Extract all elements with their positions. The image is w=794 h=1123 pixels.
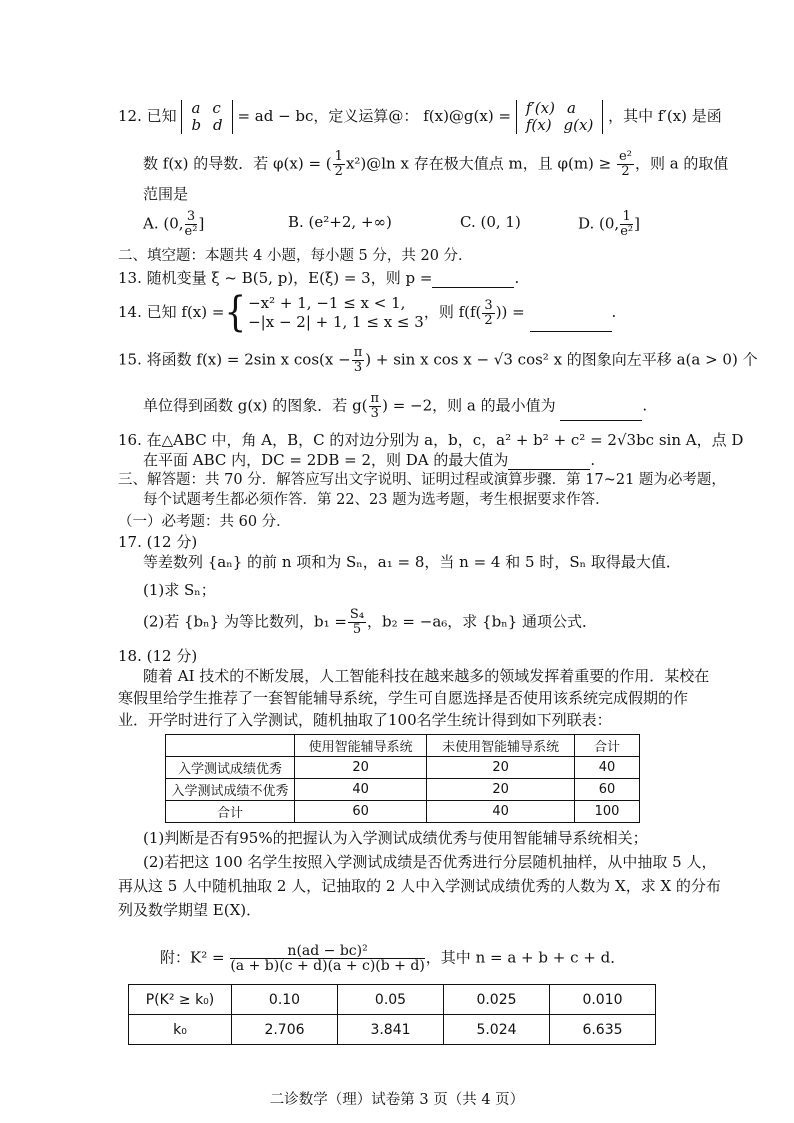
question-17-stem: 等差数列 {aₙ} 的前 n 项和为 Sₙ，a₁ = 8，当 n = 4 和 5 时，Sₙ 取得最大值． [143, 553, 681, 571]
question-18-para-3: 业．开学时进行了入学测试，随机抽取了100名学生统计得到如下列联表： [118, 711, 612, 729]
question-18-part-2-line-2: 再从这 5 人中随机抽取 2 人，记抽取的 2 人中入学测试成绩优秀的人数为 X，求 X 的分布 [118, 877, 721, 895]
determinant-operation: f′(x) a f(x) g(x) [516, 100, 603, 134]
question-14: 14. 已知 f(x) ={ −x² + 1, −1 ≤ x < 1, −|x − 2| + 1, 1 ≤ x ≤ 3，则 f(f( $\frac{3}{2}$ )) = . [118, 289, 617, 337]
question-12-line-2: 数 f(x) 的导数．若 φ(x) = ( $\frac{1}{2}$ x²)@ln x 存在极大值点 m，且 φ(m) ≥ $\frac{\text{e²}}{2}$ ，则 a 的取值 [143, 149, 729, 179]
question-16-line-1: 16. 在△ABC 中，角 A，B，C 的对边分别为 a，b，c，a² + b² + c² = 2√3bc sin A，点 D [118, 431, 744, 449]
table-header-row: 使用智能辅导系统 未使用智能辅导系统 合计 [166, 735, 640, 757]
table-row: P(K² ≥ k₀) 0.10 0.05 0.025 0.010 [129, 985, 656, 1015]
question-18-para-2: 寒假里给学生推荐了一套智能辅导系统，学生可自愿选择是否使用该系统完成假期的作 [118, 689, 689, 707]
section-2-heading: 二、填空题：本题共 4 小题，每小题 5 分，共 20 分． [118, 248, 473, 264]
question-17-part-1: (1)求 Sₙ； [143, 581, 216, 599]
question-18-part-2-line-3: 列及数学期望 E(X)． [118, 901, 262, 919]
question-18-para-1: 随着 AI 技术的不断发展，人工智能科技在越来越多的领域发挥着重要的作用．某校在 [143, 667, 710, 685]
table-row: 入学测试成绩不优秀 40 20 60 [166, 779, 640, 801]
question-18-head: 18. (12 分) [118, 647, 198, 665]
question-18-part-1: (1)判断是否有95%的把握认为入学测试成绩优秀与使用智能辅导系统相关； [143, 829, 648, 847]
answer-blank [508, 455, 590, 470]
page-footer: 二诊数学（理）试卷第 3 页（共 4 页） [269, 1092, 525, 1108]
fraction-half: $\frac{1}{2}$ [334, 149, 343, 179]
question-12-option-a: A. (0, $\frac{3}{\text{e²}}$ ] [143, 209, 205, 239]
table-row: 合计 60 40 100 [166, 801, 640, 823]
answer-blank [560, 406, 642, 421]
question-15-line-1: 15. 将函数 f(x) = 2sin x cos(x − $\frac{\pi}{3}$ ) + sin x cos x − √3 cos² x 的图象向左平移 a(a > 0) 个 [118, 345, 758, 375]
appendix-formula: 附：K² = $\frac{\text{n(ad − bc)²}}{(a + b)(c + d)(a + c)(b + d)}$ ，其中 n = a + b + c + d． [160, 943, 626, 974]
answer-blank [432, 273, 514, 288]
question-12-option-b: B. (e²+2, +∞) [288, 213, 392, 231]
question-12-line-1: 12. 已知 a c b d = ad − bc，定义运算@： f(x)@g(x) = f′(x) a f(x) g(x) ，其中 f′(x) 是函 [118, 99, 722, 134]
question-12-option-c: C. (0, 1) [460, 213, 521, 231]
question-16-line-2: 在平面 ABC 内，DC = 2DB = 2，则 DA 的最大值为 . [143, 451, 596, 469]
question-17-part-2: (2)若 {bₙ} 为等比数列，b₁ = $\frac{\text{S₄}}{5}$ ，b₂ = −a₆，求 {bₙ} 通项公式． [143, 607, 598, 637]
question-13: 13. 随机变量 ξ ~ B(5, p)，E(ξ) = 3，则 p = . [118, 269, 520, 287]
table-row: 入学测试成绩优秀 20 20 40 [166, 757, 640, 779]
question-15-line-2: 单位得到函数 g(x) 的图象．若 g( $\frac{\pi}{3}$ ) = −2，则 a 的最小值为 . [143, 391, 648, 421]
question-17-head: 17. (12 分) [118, 533, 198, 551]
fraction-e2-over-2: $\frac{\text{e²}}{2}$ [619, 149, 632, 179]
contingency-table [165, 734, 640, 823]
determinant-abcd: a c b d [181, 100, 232, 134]
answer-blank [530, 317, 612, 332]
piecewise-brace: { [224, 289, 247, 337]
section-3-subheading: （一）必考题：共 60 分． [118, 514, 291, 530]
critical-value-table [128, 984, 656, 1045]
table-row: k₀ 2.706 3.841 5.024 6.635 [129, 1015, 656, 1045]
question-18-part-2-line-1: (2)若把这 100 名学生按照入学测试成绩是否优秀进行分层随机抽样，从中抽取 5 人， [143, 853, 717, 871]
question-12-line-3: 范围是 [143, 185, 189, 203]
k-squared-fraction: $\frac{\text{n(ad − bc)²}}{(a + b)(c + d)(a + c)(b + d)}$ [230, 943, 425, 974]
question-12-option-d: D. (0, $\frac{1}{\text{e²}}$ ] [578, 209, 640, 239]
section-3-instructions: 每个试题考生都必须作答．第 22、23 题为选考题，考生根据要求作答． [143, 492, 610, 508]
section-3-heading: 三、解答题：共 70 分．解答应写出文字说明、证明过程或演算步骤．第 17~21 题为必考题， [118, 472, 726, 488]
